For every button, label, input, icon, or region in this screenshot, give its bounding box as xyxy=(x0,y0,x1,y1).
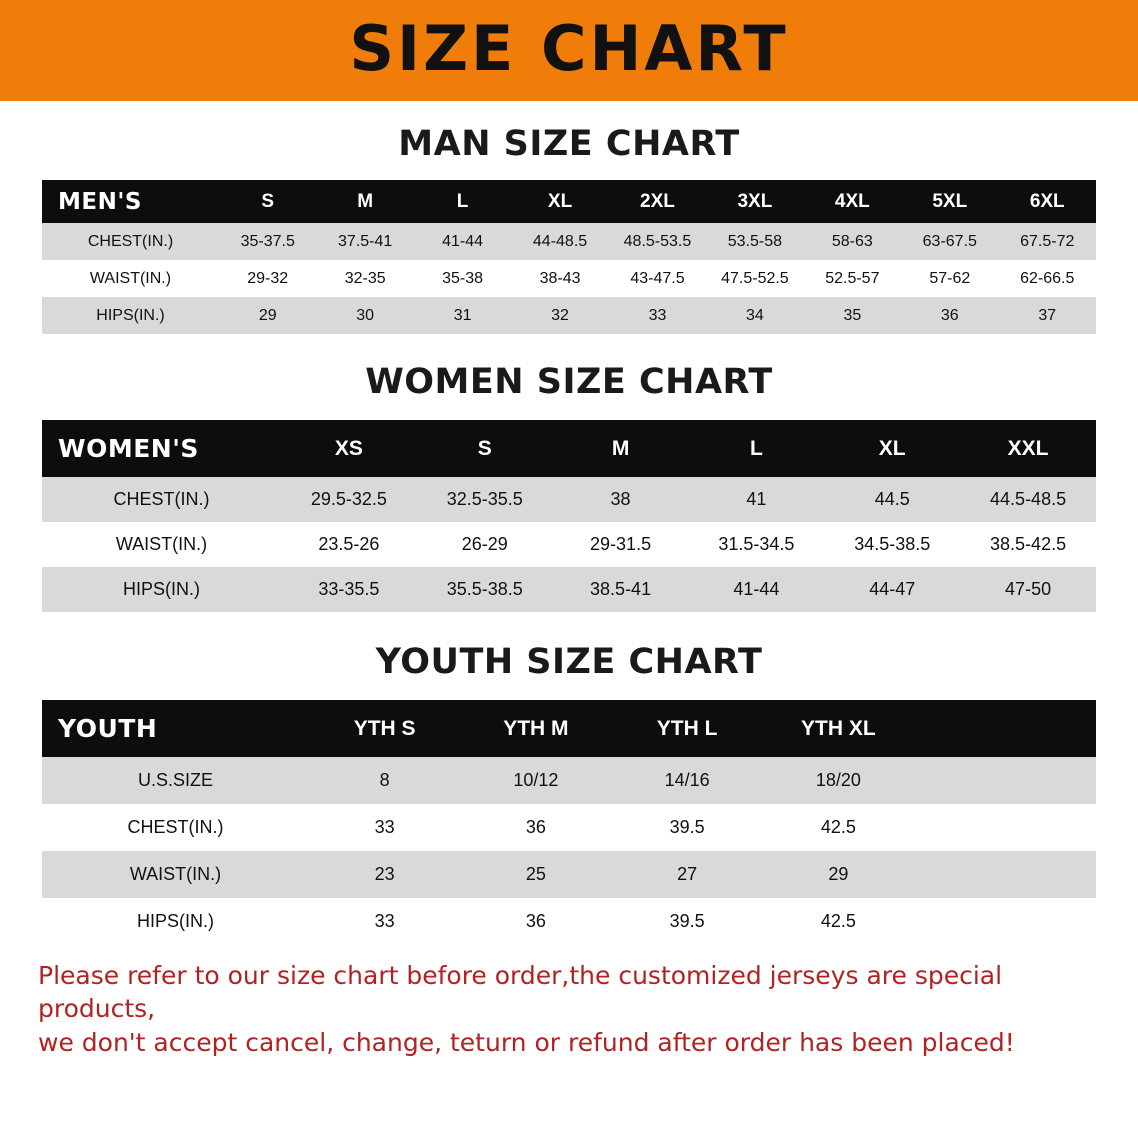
man-table-wrap xyxy=(42,180,1096,334)
table-cell: 38.5-41 xyxy=(553,567,689,612)
youth-col-l: YTH L xyxy=(656,716,718,740)
table-cell: 67.5-72 xyxy=(999,223,1097,260)
table-cell: 29-32 xyxy=(219,260,316,297)
table-cell: 14/16 xyxy=(612,757,763,804)
table-row xyxy=(42,757,1096,804)
table-cell: 18/20 xyxy=(763,757,914,804)
table-cell: 36 xyxy=(901,297,998,334)
table-row xyxy=(42,223,1096,260)
table-cell: 37.5-41 xyxy=(316,223,413,260)
table-cell: 35-38 xyxy=(414,260,511,297)
table-cell: 41-44 xyxy=(688,567,824,612)
table-cell: 43-47.5 xyxy=(609,260,706,297)
youth-row-label-waist: WAIST(IN.) xyxy=(42,851,309,898)
man-col-2xl: 2XL xyxy=(640,190,675,212)
table-cell: 38.5-42.5 xyxy=(960,522,1096,567)
table-cell-empty xyxy=(914,851,1096,898)
table-cell: 41-44 xyxy=(414,223,511,260)
table-cell: 44.5-48.5 xyxy=(960,477,1096,522)
table-cell: 62-66.5 xyxy=(999,260,1097,297)
man-col-4xl: 4XL xyxy=(834,190,870,212)
table-header-row xyxy=(42,420,1096,477)
disclaimer-line-1: Please refer to our size chart before order,the customized jerseys are special products, xyxy=(38,961,1003,1024)
table-cell: 23.5-26 xyxy=(281,522,417,567)
table-cell: 8 xyxy=(309,757,460,804)
table-cell: 38-43 xyxy=(511,260,608,297)
table-cell-empty xyxy=(914,898,1096,945)
table-cell: 44-47 xyxy=(824,567,960,612)
women-col-xxl: XXL xyxy=(1007,436,1049,460)
disclaimer-line-2: we don't accept cancel, change, teturn or refund after order has been placed! xyxy=(38,1027,1015,1057)
youth-size-table xyxy=(42,700,1096,945)
table-row xyxy=(42,567,1096,612)
table-cell: 38 xyxy=(553,477,689,522)
table-cell: 33-35.5 xyxy=(281,567,417,612)
youth-row-label-ussize: U.S.SIZE xyxy=(42,757,309,804)
table-cell: 39.5 xyxy=(612,898,763,945)
table-cell: 47.5-52.5 xyxy=(706,260,803,297)
table-cell: 47-50 xyxy=(960,567,1096,612)
table-row xyxy=(42,477,1096,522)
table-cell: 42.5 xyxy=(763,898,914,945)
man-col-s: S xyxy=(261,190,275,212)
man-col-m: M xyxy=(357,190,374,212)
man-row-label-waist: WAIST(IN.) xyxy=(42,260,219,297)
table-row xyxy=(42,851,1096,898)
youth-col-m: YTH M xyxy=(503,716,569,740)
table-cell: 35 xyxy=(804,297,901,334)
table-cell: 33 xyxy=(309,804,460,851)
women-size-table xyxy=(42,420,1096,612)
table-row xyxy=(42,804,1096,851)
table-cell: 34 xyxy=(706,297,803,334)
man-col-5xl: 5XL xyxy=(932,190,968,212)
table-cell: 36 xyxy=(460,898,611,945)
table-cell: 35.5-38.5 xyxy=(417,567,553,612)
man-row-label-hips: HIPS(IN.) xyxy=(42,297,219,334)
table-cell: 33 xyxy=(309,898,460,945)
women-section-heading: WOMEN SIZE CHART xyxy=(365,362,773,402)
table-cell: 44-48.5 xyxy=(511,223,608,260)
table-cell: 39.5 xyxy=(612,804,763,851)
youth-section-heading: YOUTH SIZE CHART xyxy=(375,642,763,682)
table-cell: 23 xyxy=(309,851,460,898)
man-col-xl: XL xyxy=(547,190,573,212)
table-cell: 32-35 xyxy=(316,260,413,297)
youth-table-wrap xyxy=(42,700,1096,945)
table-cell: 36 xyxy=(460,804,611,851)
table-cell: 58-63 xyxy=(804,223,901,260)
table-cell: 48.5-53.5 xyxy=(609,223,706,260)
table-row xyxy=(42,522,1096,567)
women-col-xs: XS xyxy=(334,436,363,460)
women-col-s: S xyxy=(477,436,492,460)
table-cell: 34.5-38.5 xyxy=(824,522,960,567)
youth-header-label: YOUTH xyxy=(58,714,158,743)
youth-col-xl: YTH XL xyxy=(801,716,876,740)
table-cell: 52.5-57 xyxy=(804,260,901,297)
table-cell: 29.5-32.5 xyxy=(281,477,417,522)
table-cell: 31.5-34.5 xyxy=(688,522,824,567)
table-cell: 26-29 xyxy=(417,522,553,567)
table-cell: 10/12 xyxy=(460,757,611,804)
table-cell: 27 xyxy=(612,851,763,898)
table-cell: 29-31.5 xyxy=(553,522,689,567)
youth-col-spacer xyxy=(914,700,1096,757)
table-cell: 33 xyxy=(609,297,706,334)
page-title: SIZE CHART xyxy=(349,11,789,85)
man-col-3xl: 3XL xyxy=(737,190,773,212)
table-row xyxy=(42,260,1096,297)
table-cell: 44.5 xyxy=(824,477,960,522)
women-header-label: WOMEN'S xyxy=(58,434,199,463)
man-section-heading: MAN SIZE CHART xyxy=(398,124,740,164)
table-cell: 57-62 xyxy=(901,260,998,297)
table-cell: 29 xyxy=(219,297,316,334)
table-cell: 41 xyxy=(688,477,824,522)
table-cell: 29 xyxy=(763,851,914,898)
women-row-label-chest: CHEST(IN.) xyxy=(42,477,281,522)
table-cell: 53.5-58 xyxy=(706,223,803,260)
table-cell: 25 xyxy=(460,851,611,898)
man-col-6xl: 6XL xyxy=(1029,190,1065,212)
banner xyxy=(0,0,1138,101)
table-row xyxy=(42,898,1096,945)
youth-row-label-hips: HIPS(IN.) xyxy=(42,898,309,945)
table-row xyxy=(42,297,1096,334)
table-cell: 32.5-35.5 xyxy=(417,477,553,522)
table-cell: 31 xyxy=(414,297,511,334)
youth-col-s: YTH S xyxy=(353,716,416,740)
youth-row-label-chest: CHEST(IN.) xyxy=(42,804,309,851)
table-cell-empty xyxy=(914,757,1096,804)
table-cell-empty xyxy=(914,804,1096,851)
women-row-label-hips: HIPS(IN.) xyxy=(42,567,281,612)
women-col-l: L xyxy=(749,436,763,460)
man-col-l: L xyxy=(456,190,469,212)
women-table-wrap xyxy=(42,420,1096,612)
table-header-row xyxy=(42,180,1096,223)
table-cell: 30 xyxy=(316,297,413,334)
table-cell: 42.5 xyxy=(763,804,914,851)
table-cell: 37 xyxy=(999,297,1097,334)
man-size-table xyxy=(42,180,1096,334)
women-col-m: M xyxy=(611,436,630,460)
women-row-label-waist: WAIST(IN.) xyxy=(42,522,281,567)
table-cell: 63-67.5 xyxy=(901,223,998,260)
man-header-label: MEN'S xyxy=(58,188,142,215)
table-cell: 35-37.5 xyxy=(219,223,316,260)
man-row-label-chest: CHEST(IN.) xyxy=(42,223,219,260)
table-header-row xyxy=(42,700,1096,757)
disclaimer-note xyxy=(38,959,1100,1059)
table-cell: 32 xyxy=(511,297,608,334)
women-col-xl: XL xyxy=(878,436,906,460)
